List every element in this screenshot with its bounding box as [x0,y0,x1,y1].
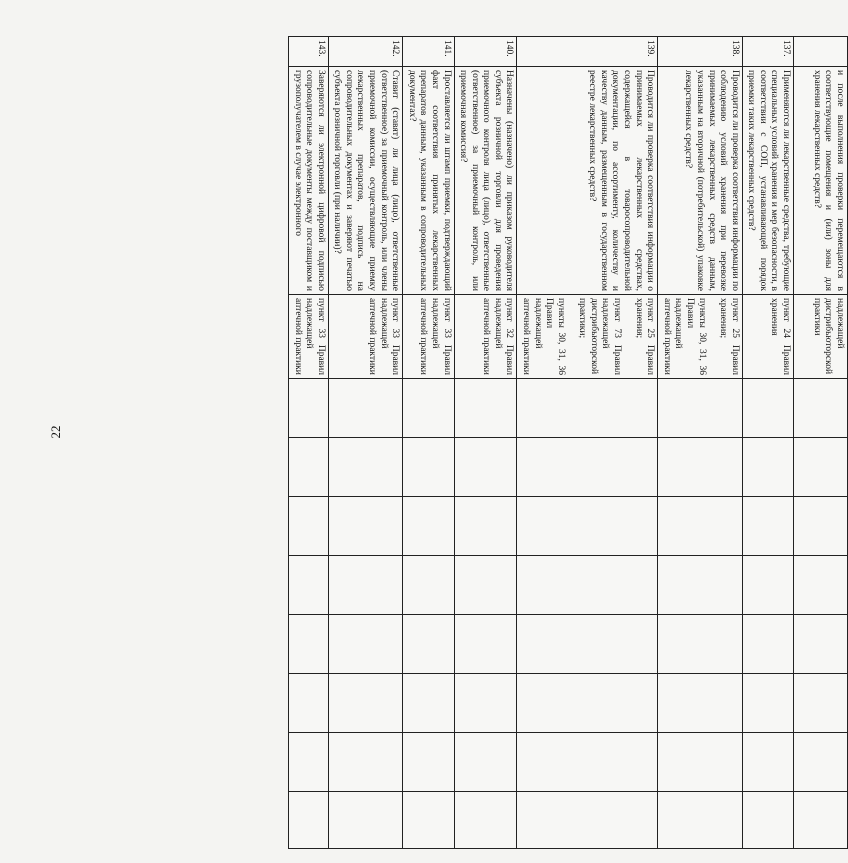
question-cell [742,67,793,295]
answer-cell [328,497,402,556]
row-number [794,37,848,67]
answer-cell [658,556,742,615]
row-number: 141. [403,37,454,67]
reference-text: пункт 32 Правил надлежащей аптечной практики [481,298,515,375]
answer-cell [403,497,454,556]
reference-text: пункт 33 Правил надлежащей аптечной практики [367,298,401,375]
answer-cell [794,615,848,674]
answer-cell [742,497,793,556]
answer-cell [289,438,329,497]
question-cell [289,67,329,295]
answer-cell [328,556,402,615]
table-row [454,37,517,849]
answer-cell [289,674,329,733]
answer-cell [289,733,329,792]
table-row [289,37,329,849]
answer-cell [794,674,848,733]
answer-cell [517,379,658,438]
answer-cell [517,615,658,674]
answer-cell [794,733,848,792]
answer-cell [742,438,793,497]
answer-cell [454,733,517,792]
question-cell [517,67,658,295]
answer-cell [794,556,848,615]
question-cell [328,67,402,295]
answer-cell [328,733,402,792]
row-number: 142. [328,37,402,67]
answer-cell [454,792,517,849]
answer-cell [658,733,742,792]
answer-cell [403,733,454,792]
answer-cell [328,438,402,497]
question-text: Назначены (назначено) ли приказом руководителя субъекта розничной торговли для проведения приемочного контроля лица (лицо), ответственные (ответственное) за приемочный контроль, или приемочная комиссия? [458,70,515,291]
question-cell [403,67,454,295]
table-row [517,37,658,849]
answer-cell [454,615,517,674]
answer-cell [289,497,329,556]
answer-cell [658,615,742,674]
answer-cell [403,615,454,674]
question-cell [658,67,742,295]
answer-cell [658,497,742,556]
page-number: 22 [48,425,63,439]
answer-cell [794,792,848,849]
answer-cell [794,438,848,497]
question-text: Заверяются ли электронной цифровой подписью сопроводительные документы между поставщиком и грузополучателем в случае электронного [292,70,326,291]
answer-cell [517,792,658,849]
reference-text: пункт 25 Правил хранения; [633,298,656,375]
answer-cell [328,674,402,733]
checklist-table [288,36,848,849]
answer-cell [794,379,848,438]
reference-cell [658,295,742,379]
answer-cell [328,792,402,849]
table-row [328,37,402,849]
answer-cell [658,438,742,497]
answer-cell [658,379,742,438]
reference-cell [794,295,848,379]
question-text: Проводится ли проверка соответствия информации по соблюдению условий хранения при перевозке принимаемых лекарственных средств данным, указанным на вторичной (потребительской) упаковке лекарственных средств? [683,70,740,291]
question-text: и после выполнения проверки перемещаются в соответствующие помещения и (или) зоны для хранения лекарственных средств? [811,70,845,291]
answer-cell [794,497,848,556]
answer-cell [454,379,517,438]
answer-cell [742,674,793,733]
answer-cell [658,674,742,733]
reference-text: пункт 25 Правил хранения; [718,298,740,375]
reference-text: пункты 30, 31, 36 Правил надлежащей аптечной практики [661,298,707,375]
answer-cell [403,556,454,615]
answer-cell [328,615,402,674]
answer-cell [517,733,658,792]
answer-cell [454,438,517,497]
rotated-page [292,36,848,848]
row-number: 139. [517,37,658,67]
reference-cell [403,295,454,379]
answer-cell [517,497,658,556]
reference-text: пункт 24 Правил хранения [769,298,791,375]
answer-cell [517,674,658,733]
answer-cell [454,556,517,615]
answer-cell [517,556,658,615]
answer-cell [517,438,658,497]
question-text: Проводится ли проверка соответствия информации о принимаемых лекарственных средствах, содержащейся в товаросопроводительной документации, по ассортименту, количеству и качеству данным, размещенным в государственном реестре лекарственных средств? [587,70,656,291]
answer-cell [742,792,793,849]
question-cell [794,67,848,295]
row-number: 143. [289,37,329,67]
question-text: Проставляется ли штамп приемки, подтверждающий факт соответствия принятых лекарственных препаратов данным, указанным в сопроводительных документах? [406,70,452,291]
question-text: Применяются ли лекарственные средства, требующие специальных условий хранения и мер безопасности, в соответствии с СОП, устанавливающей порядок приемки таких лекарственных средств? [746,70,791,291]
reference-cell [289,295,329,379]
question-text: Ставит (ставят) ли лица (лицо), ответственные (ответственное) за приемочный контроль, или члены приемочной комиссии, осуществляющие приемку лекарственных препаратов, подпись на сопроводительных документах и заверяют печатью субъекта розничной торговли (при наличии)? [332,70,401,291]
answer-cell [454,674,517,733]
table-row [403,37,454,849]
reference-cell [454,295,517,379]
reference-cell [517,295,658,379]
reference-text: пункты 30, 31, 36 Правил надлежащей аптечной практики [521,298,566,375]
question-cell [454,67,517,295]
row-number: 140. [454,37,517,67]
answer-cell [289,379,329,438]
reference-text: надлежащей дистрибьюторской практики [811,298,845,375]
answer-cell [742,615,793,674]
answer-cell [658,792,742,849]
answer-cell [742,556,793,615]
answer-cell [454,497,517,556]
reference-text: пункт 33 Правил надлежащей аптечной практики [418,298,452,375]
answer-cell [403,438,454,497]
answer-cell [403,379,454,438]
answer-cell [289,615,329,674]
answer-cell [742,379,793,438]
answer-cell [289,792,329,849]
table-row [742,37,793,849]
row-number: 138. [658,37,742,67]
answer-cell [403,792,454,849]
table-row [658,37,742,849]
reference-text: пункт 73 Правил надлежащей дистрибьюторской практики; [577,298,623,375]
reference-cell [742,295,793,379]
answer-cell [328,379,402,438]
answer-cell [742,733,793,792]
reference-cell [328,295,402,379]
table-row [794,37,848,849]
answer-cell [403,674,454,733]
row-number: 137. [742,37,793,67]
answer-cell [289,556,329,615]
reference-text: пункт 33 Правил надлежащей аптечной практики [292,298,326,375]
